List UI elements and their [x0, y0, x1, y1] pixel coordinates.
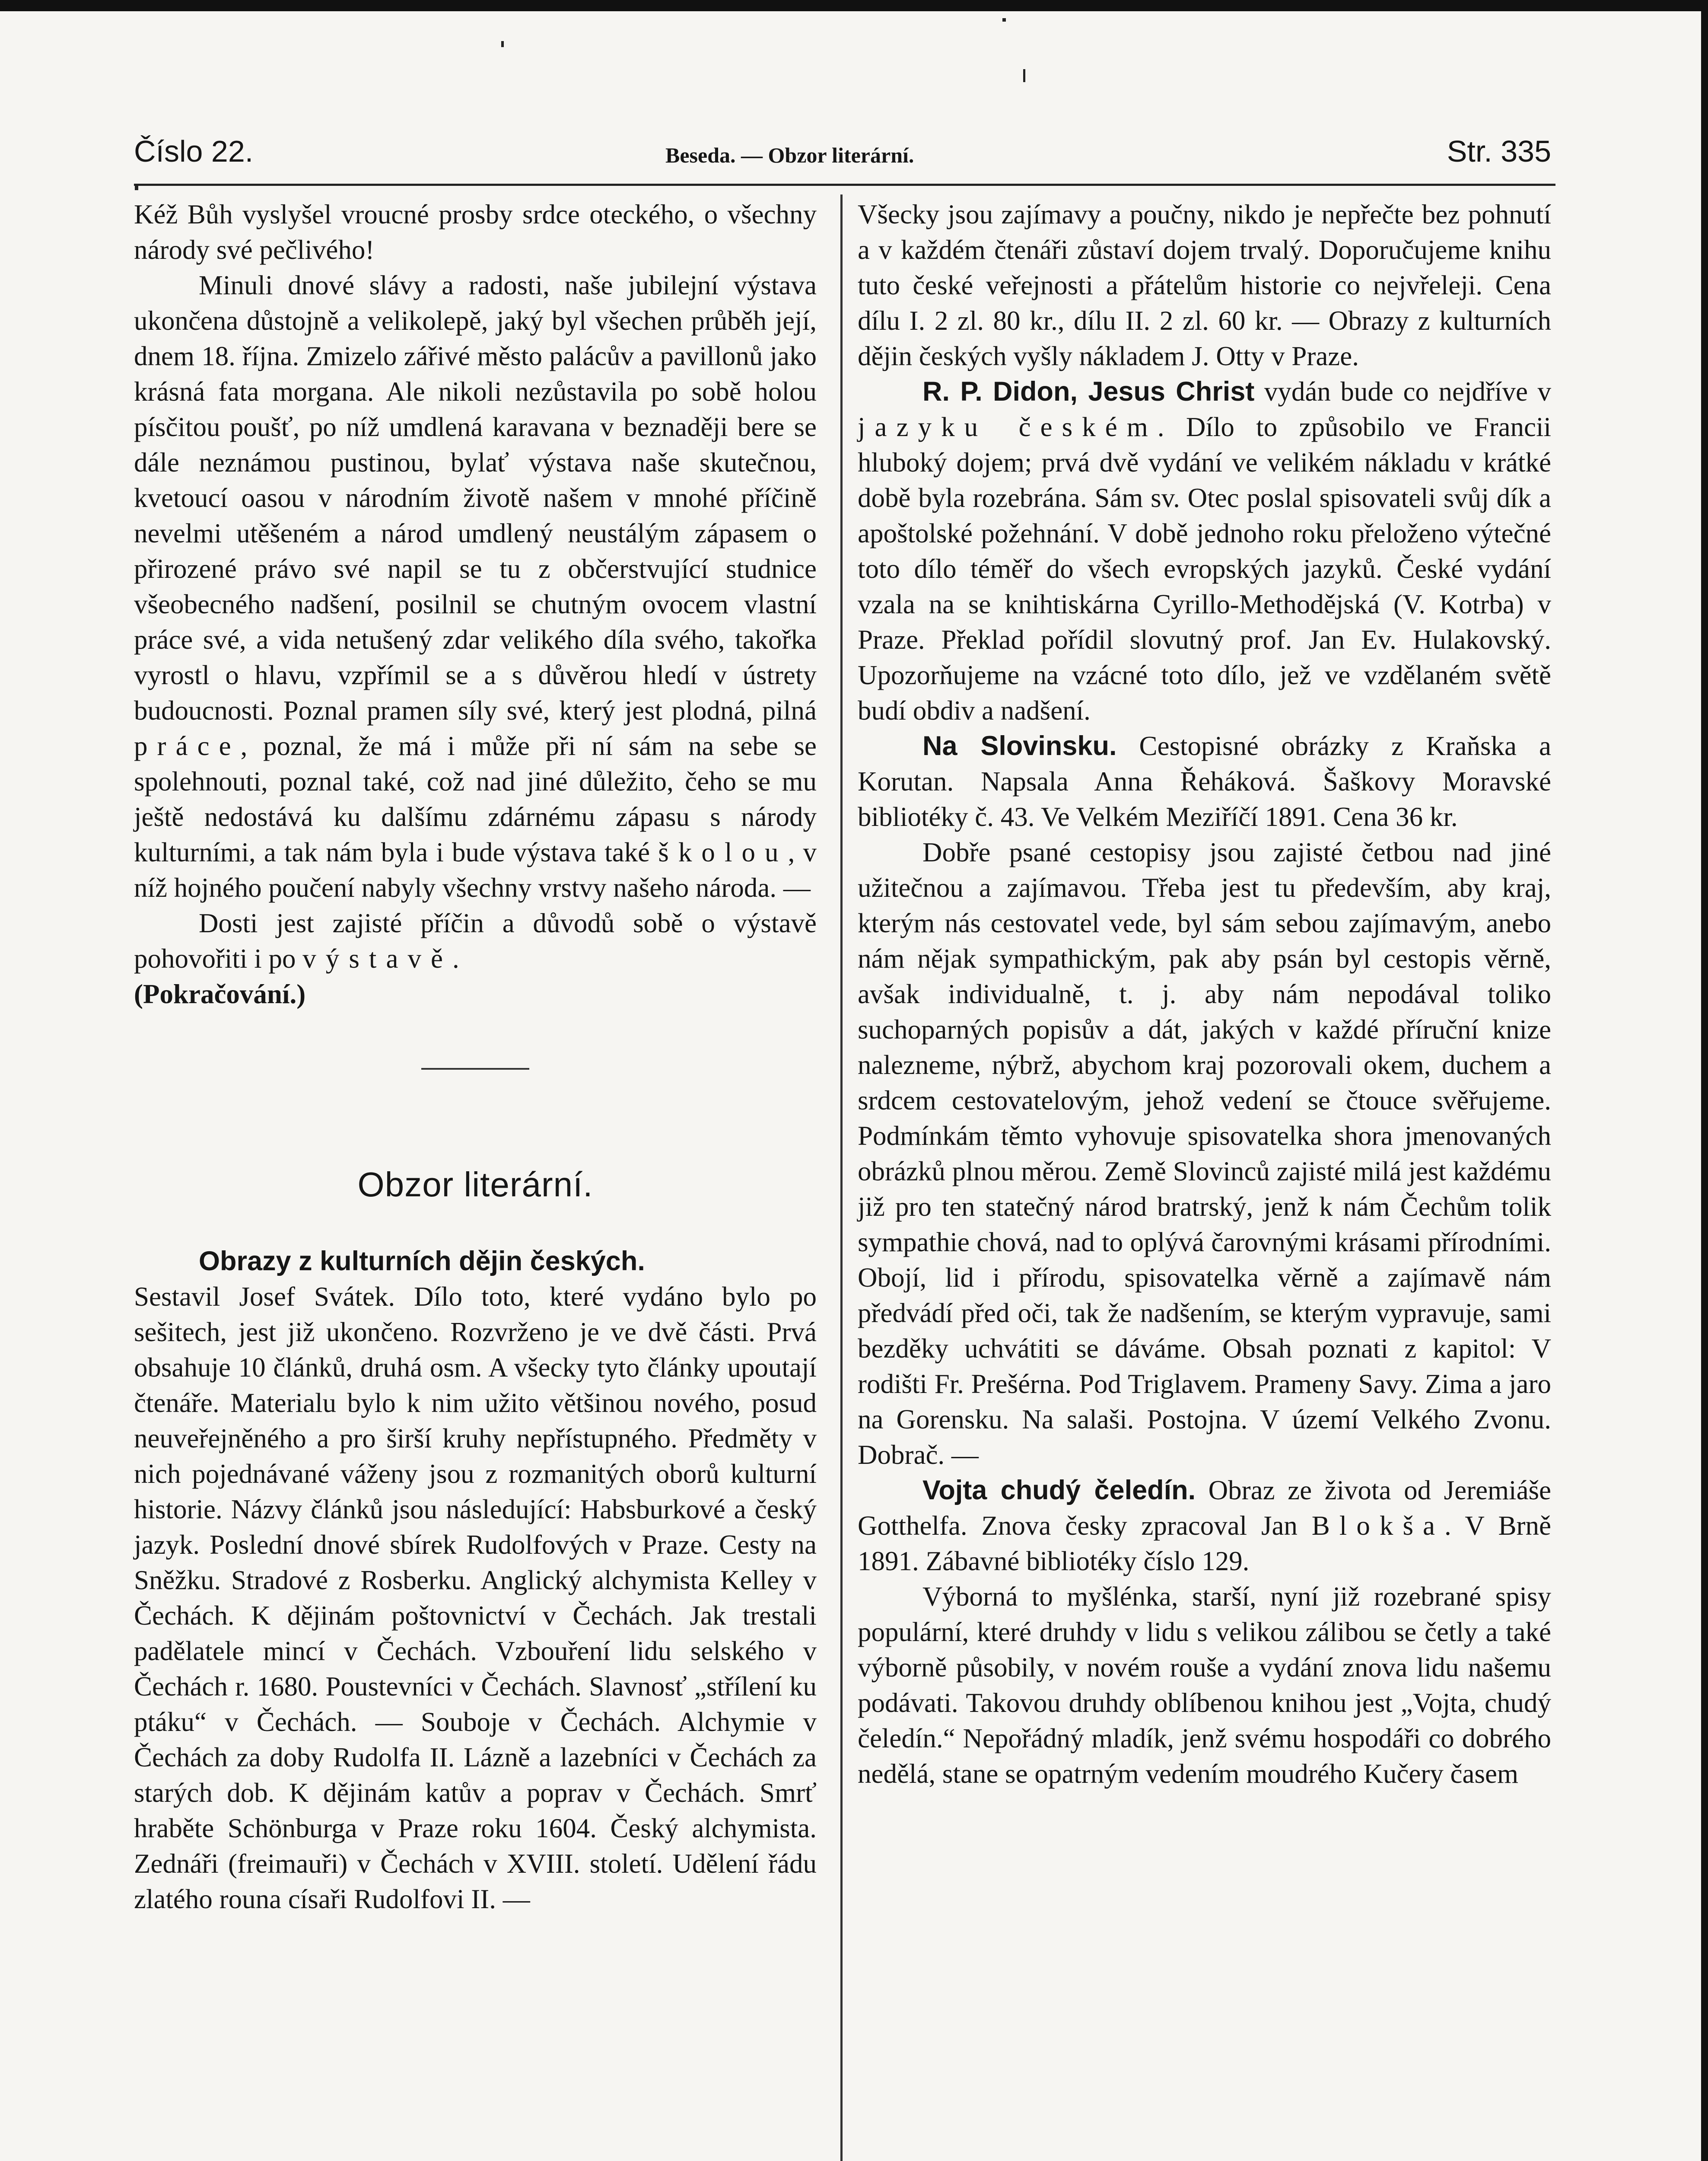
running-title: Beseda. — Obzor literární.: [665, 143, 914, 167]
section-title: Obzor literární.: [357, 1165, 593, 1204]
column-divider: [840, 194, 843, 2161]
review-entry: Vojta chudý čeledín. Obraz ze života od Jeremiáše Gotthelfa. Znova česky zpracoval Jan Blokša. V Brně 1891. Zábavné bibliotéky číslo 129.: [858, 1475, 1552, 1576]
paragraph: Kéž Bůh vyslyšel vroucné prosby srdce oteckého, o všechny národy své pečlivého!: [134, 199, 817, 265]
review-entry: R. P. Didon, Jesus Christ vydán bude co nejdříve v jazyku českém. Dílo to způsobilo ve Francii hluboký dojem; prvá dvě vydání ve velikém nákladu v krátké době byla rozebrána. Sám sv. Otec poslal spisovateli svůj dík a apoštolské požehnání. V době jednoho roku přeloženo výtečné toto dílo téměř do všech evropských jazyků. České vydání vzala na se knihtiskárna Cyrillo-Methodějská (V. Kotrba) v Praze. Překlad pořídil slovutný prof. Jan Ev. Hulakovský. Upozorňujeme na vzácné toto dílo, jež ve vzdělaném světě budí obdiv a nadšení.: [858, 376, 1551, 726]
issue-number: Číslo 22.: [134, 134, 254, 168]
scan-mark: [1023, 69, 1025, 82]
header-rule: [134, 184, 1555, 186]
review-title: Vojta chudý čeledín.: [922, 1475, 1196, 1505]
spaced-text: výstavě: [302, 943, 453, 974]
spaced-text: práce: [134, 731, 241, 761]
paragraph: Minuli dnové slávy a radosti, naše jubilejní výstava ukončena důstojně a velikolepě, jaký byl všechen průběh její, dnem 18. října. Zmizelo zářivé město palácův a pavillonů jako krásná fata morgana. Ale nikoli nezůstavila po sobě holou písčitou poušť, po níž umdlená karavana v beznaději bere se dále neznámou pustinou, bylať výstava naše skutečnou, kvetoucí oasou v národním životě našem v mnohé příčině nevelmi utěšeném a národ umdlený neustálým zápasem o přirozené právo své napil se tu z občerstvující studnice všeobecného nadšení, posilnil se chutným ovocem vlastní práce své, a vida netušený zdar velikého díla svého, takořka vyrostl o hlavu, vzpřímil se a s důvěrou hledí v ústrety budoucnosti. Poznal pramen síly své, který jest plodná, pilná práce, poznal, že má i může při ní sám na sebe se spolehnouti, poznal také, což nad jiné důležito, čeho se mu ještě nedostává ku dalšímu zdárnému zápasu s národy kulturními, a tak nám byla i bude výstava také školou, v níž hojného poučení nabyly všechny vrstvy našeho národa. —: [134, 270, 817, 903]
spaced-text: Blokša: [1311, 1511, 1445, 1541]
left-column: [134, 197, 817, 1917]
right-column: [858, 197, 1551, 1791]
review-text: Sestavil Josef Svátek. Dílo toto, které vydáno bylo po sešitech, jest již ukončeno. Rozvrženo je ve dvě části. Prvá obsahuje 10 článků, druhá osm. A všecky tyto články upoutají čtenáře. Materialu bylo k nim užito většinou nového, posud neuveřejněného a pro širší kruhy nepřístupného. Předměty v nich pojednávané váženy jsou z rozmanitých oborů kulturní historie. Názvy článků jsou následující: Habsburkové a český jazyk. Poslední dnové sbírek Rudolfových v Praze. Cesty na Sněžku. Stradové z Rosberku. Anglický alchymista Kelley v Čechách. K dějinám poštovnictví v Čechách. Jak trestali padělatele mincí v Čechách. Vzbouření lidu selského v Čechách r. 1680. Poustevníci v Čechách. Slavnosť „střílení ku ptáku“ v Čechách. — Souboje v Čechách. Alchymie v Čechách za doby Rudolfa II. Lázně a lazebníci v Čechách za starých dob. K dějinám katův a poprav v Čechách. Smrť hraběte Schönburga v Praze roku 1604. Český alchymista. Zednáři (freimauři) v Čechách v XVIII. století. Udělení řádu zlatého rouna císaři Rudolfovi II. —: [134, 1281, 817, 1914]
scan-mark: [1002, 18, 1006, 22]
paragraph: Všecky jsou zajímavy a poučny, nikdo je nepřečte bez pohnutí a v každém čtenáři zůstaví dojem trvalý. Doporučujeme knihu tuto české veřejnosti a přátelům historie co nejvřeleji. Cena dílu I. 2 zl. 80 kr., dílu II. 2 zl. 60 kr. — Obrazy z kulturních dějin českých vyšly nákladem J. Otty v Praze.: [858, 199, 1551, 371]
page-header: [134, 134, 1551, 177]
paragraph: Dosti jest zajisté příčin a důvodů sobě o výstavě pohovořiti i po výstavě.: [134, 908, 817, 974]
paragraph: Dobře psané cestopisy jsou zajisté četbou nad jiné užitečnou a zajímavou. Třeba jest tu především, aby kraj, kterým nás cestovatel vede, byl sám sebou zajímavým, anebo nám nějak sympathickým, pak aby psán byl cestopis věrně, avšak individualně, t. j. aby nám nepodával toliko suchoparných popisův a dát, jakých v každé příruční knize nalezneme, nýbrž, abychom kraj pozorovali okem, duchem a srdcem cestovatelovým, jehož vedení se čtouce svěřujeme. Podmínkám těmto vyhovuje spisovatelka shora jmenovaných obrázků plnou měrou. Země Slovinců zajisté milá jest každému již pro ten statečný národ bratrský, jenž k nám Čechům tolik sympathie chová, nad to oplývá čarovnými krásami přírodními. Obojí, lid i přírodu, spisovatelka věrně a zajímavě nám předvádí před oči, tak že nadšením, se kterým vypravuje, sami bezděky uchvátiti se dáváme. Obsah poznati z kapitol: V rodišti Fr. Prešérna. Pod Triglavem. Prameny Savy. Zima a jaro na Gorensku. Na salaši. Postojna. V území Velkého Zvonu. Dobrač. —: [858, 837, 1551, 1470]
continued-note: (Pokračování.): [134, 979, 306, 1009]
review-entry: Na Slovinsku. Cestopisné obrázky z Kraňska a Korutan. Napsala Anna Řeháková. Šaškovy Moravské bibliotéky č. 43. Ve Velkém Meziříčí 1891. Cena 36 kr.: [858, 731, 1551, 832]
section-divider: [421, 1068, 529, 1070]
review-title: Na Slovinsku.: [922, 731, 1117, 761]
review-title: R. P. Didon, Jesus Christ: [922, 376, 1255, 407]
page-number: Str. 335: [1447, 134, 1551, 168]
scan-mark: [501, 41, 504, 47]
spaced-text: jazyku českém: [858, 412, 1158, 442]
review-title: Obrazy z kulturních dějin českých.: [199, 1246, 645, 1276]
scan-mark: [135, 186, 138, 190]
spaced-text: školou: [658, 837, 788, 867]
paragraph: Výborná to myšlénka, starší, nyní již rozebrané spisy populární, které druhdy v lidu s velikou zálibou se četly a také výborně působily, v novém rouše a vydání znova lidu našemu podávati. Takovou druhdy oblíbenou knihou jest „Vojta, chudý čeledín.“ Nepořádný mladík, jenž svému hospodáři co dobrého nedělá, stane se opatrným vedením moudrého Kučery časem: [858, 1581, 1551, 1789]
